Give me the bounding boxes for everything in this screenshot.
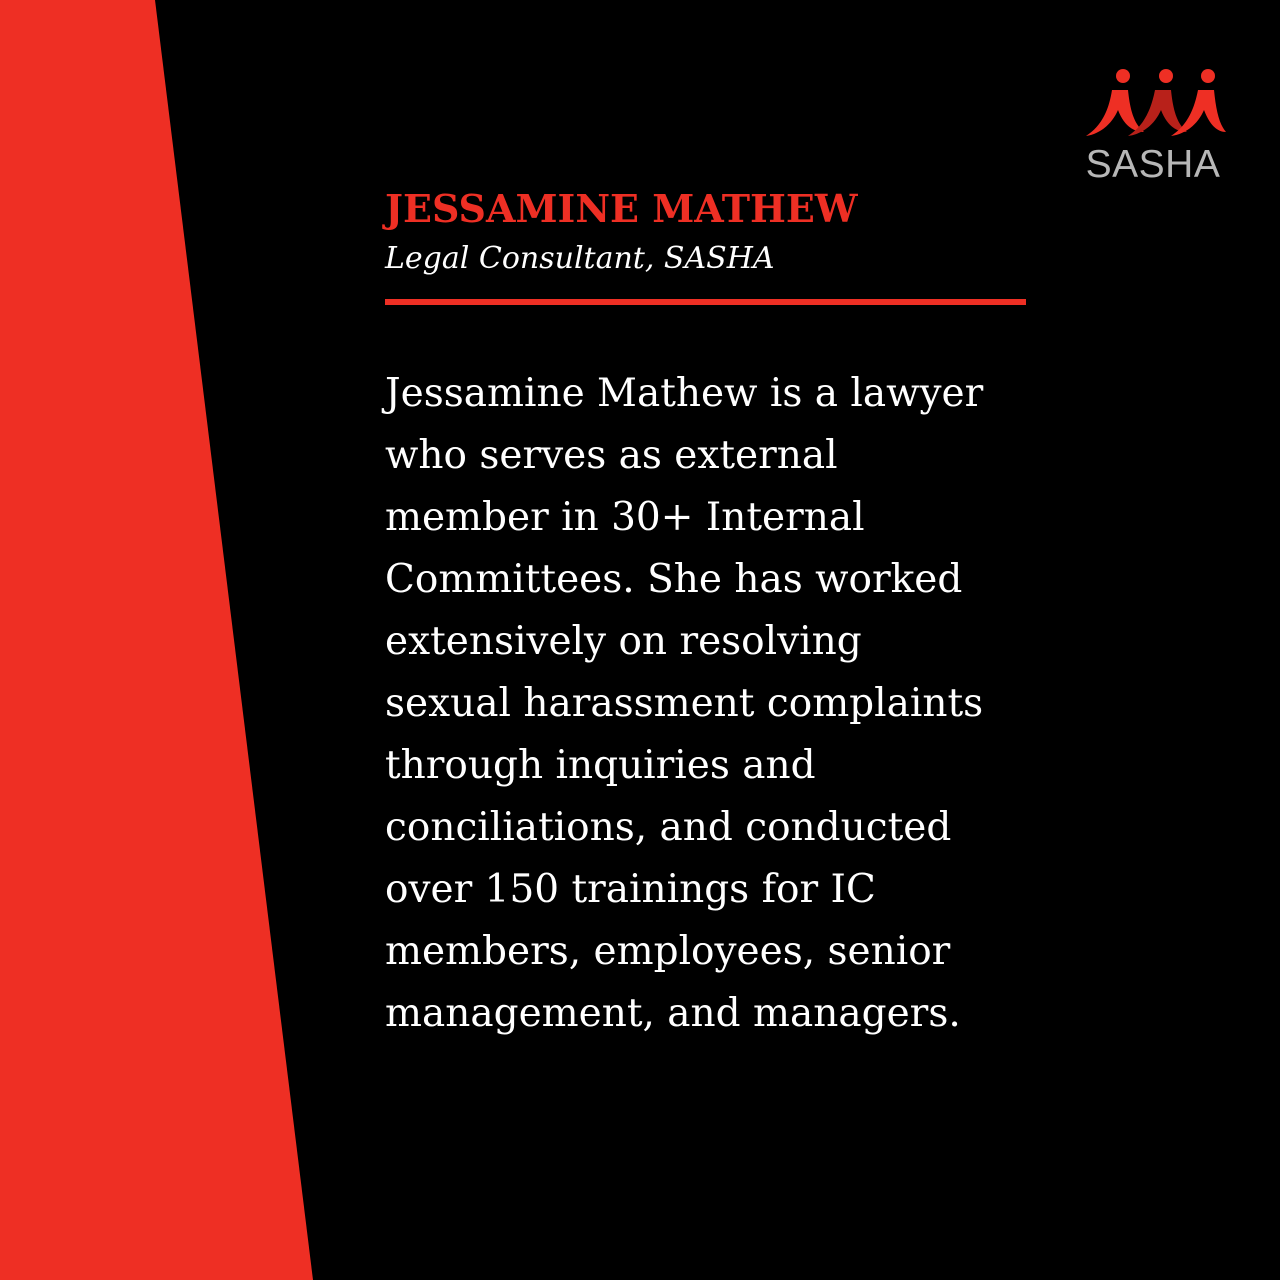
bio-line: members, employees, senior	[385, 929, 951, 974]
bio-line: over 150 trainings for IC	[385, 867, 876, 912]
bio-line: Committees. She has worked	[385, 557, 963, 602]
bio-line: management, and managers.	[385, 991, 961, 1036]
bio-line: Jessamine Mathew is a lawyer	[385, 371, 984, 416]
logo-text: SASHA	[1085, 143, 1221, 186]
bio-line: extensively on resolving	[385, 619, 862, 664]
person-name: JESSAMINE MATHEW	[385, 186, 858, 231]
bio-paragraph	[385, 363, 1075, 1045]
sasha-logo	[1078, 66, 1228, 190]
three-people-icon	[1078, 66, 1228, 146]
bio-line: through inquiries and	[385, 743, 816, 788]
bio-line: sexual harassment complaints	[385, 681, 984, 726]
bio-line: conciliations, and conducted	[385, 805, 952, 850]
person-role: Legal Consultant, SASHA	[385, 241, 775, 276]
divider	[385, 299, 1026, 305]
bio-line: who serves as external	[385, 433, 838, 478]
bio-line: member in 30+ Internal	[385, 495, 865, 540]
profile-card	[385, 184, 1085, 1045]
